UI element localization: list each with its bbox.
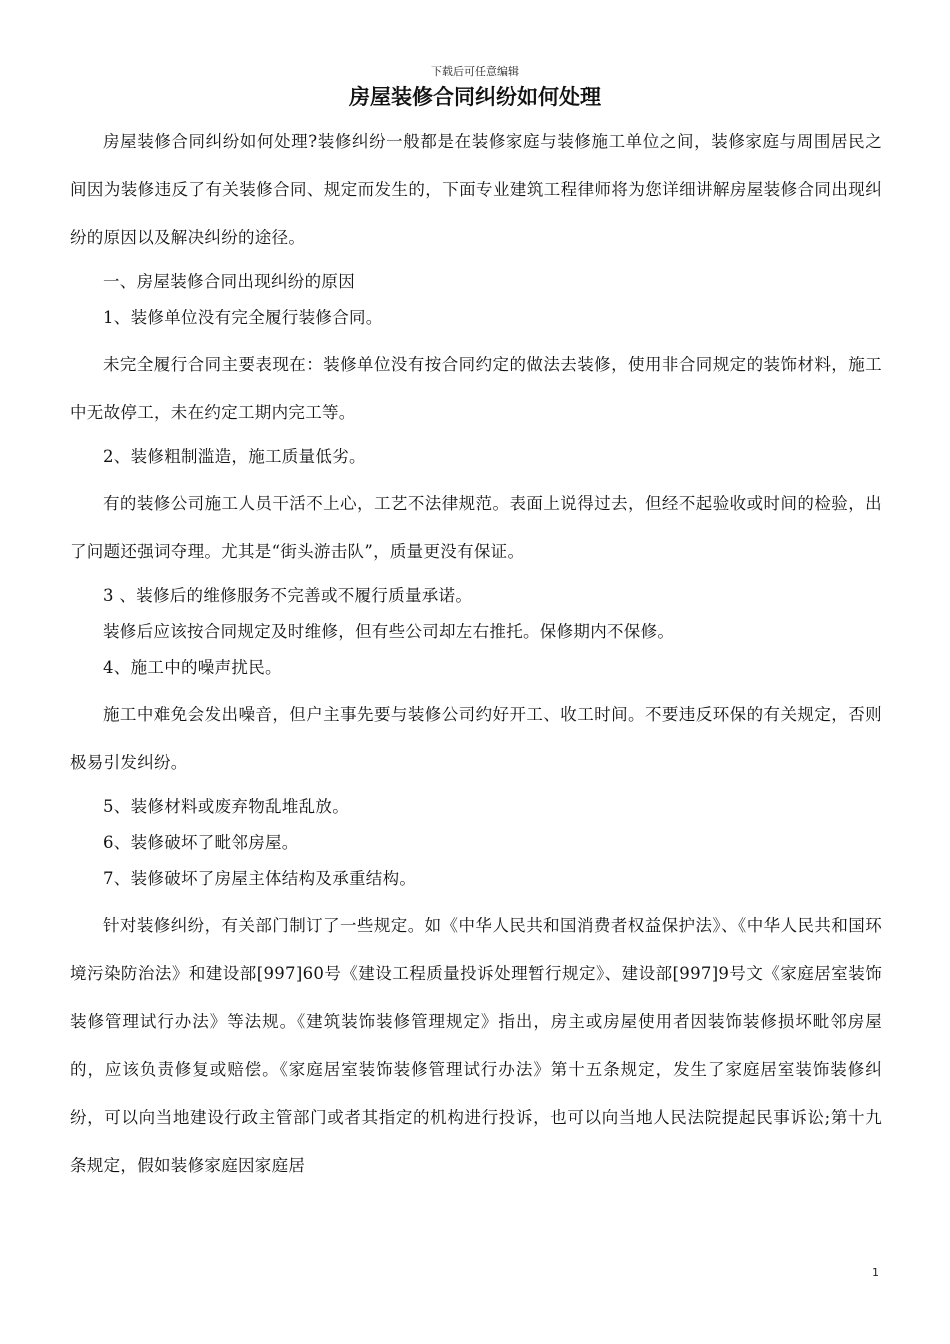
paragraph: 有的装修公司施工人员干活不上心，工艺不法律规范。表面上说得过去，但经不起验收或时间的检验，出了问题还强词夺理。尤其是“街头游击队”，质量更没有保证。 — [70, 494, 882, 561]
list-item: 2、装修粗制滥造，施工质量低劣。 — [103, 447, 366, 466]
list-item: 1、装修单位没有完全履行装修合同。 — [103, 308, 383, 327]
list-item: 6、装修破坏了毗邻房屋。 — [103, 833, 299, 852]
paragraph: 装修后应该按合同规定及时维修，但有些公司却左右推托。保修期内不保修。 — [103, 622, 675, 641]
list-item: 3 、装修后的维修服务不完善或不履行质量承诺。 — [103, 586, 473, 605]
paragraph: 针对装修纠纷，有关部门制订了一些规定。如《中华人民共和国消费者权益保护法》、《中华人民共和国环境污染防治法》和建设部[997]60号《建设工程质量投诉处理暂行规定》、建设部[997]9号文《家庭居室装饰装修管理试行办法》等法规。《建筑装饰装修管理规定》指出，房主或房屋使用者因装饰装修损坏毗邻房屋的，应该负责修复或赔偿。《家庭居室装饰装修管理试行办法》第十五条规定，发生了家庭居室装饰装修纠纷，可以向当地建设行政主管部门或者其指定的机构进行投诉，也可以向当地人民法院提起民事诉讼;第十九条规定，假如装修家庭因家庭居 — [70, 916, 882, 1175]
list-item: 7、装修破坏了房屋主体结构及承重结构。 — [103, 869, 417, 888]
paragraph: 未完全履行合同主要表现在：装修单位没有按合同约定的做法去装修，使用非合同规定的装饰材料，施工中无故停工，未在约定工期内完工等。 — [70, 355, 882, 422]
header-note: 下载后可任意编辑 — [431, 65, 519, 78]
paragraph: 施工中难免会发出噪音，但户主事先要与装修公司约好开工、收工时间。不要违反环保的有关规定，否则极易引发纠纷。 — [70, 705, 882, 772]
document-title: 房屋装修合同纠纷如何处理 — [349, 85, 601, 109]
section-heading: 一、房屋装修合同出现纠纷的原因 — [103, 272, 355, 291]
list-item: 4、施工中的噪声扰民。 — [103, 658, 282, 677]
page-number: 1 — [872, 1266, 879, 1279]
paragraph-intro: 房屋装修合同纠纷如何处理?装修纠纷一般都是在装修家庭与装修施工单位之间，装修家庭与周围居民之间因为装修违反了有关装修合同、规定而发生的，下面专业建筑工程律师将为您详细讲解房屋装修合同出现纠纷的原因以及解决纠纷的途径。 — [70, 132, 882, 247]
list-item: 5、装修材料或废弃物乱堆乱放。 — [103, 797, 349, 816]
document-body — [70, 118, 882, 1190]
